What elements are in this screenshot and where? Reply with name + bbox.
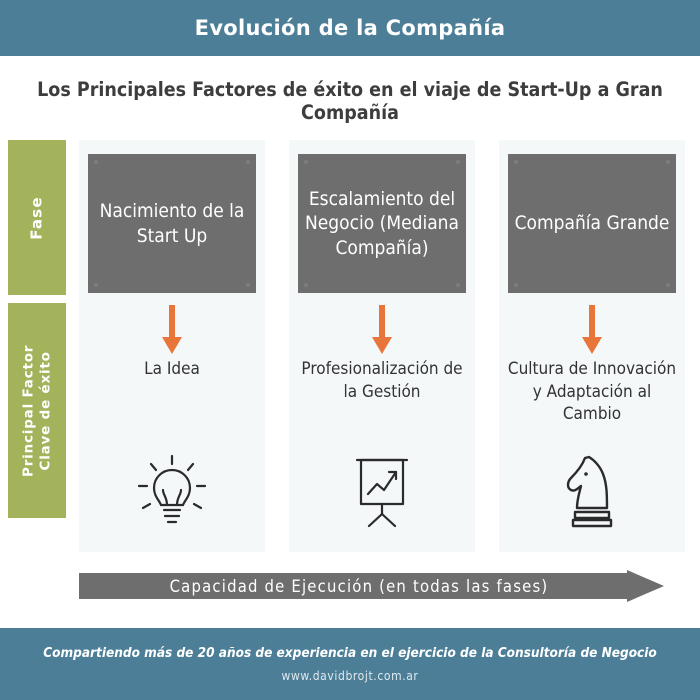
side-label-key-factor-line1: Principal Factor <box>20 344 37 477</box>
footer-url[interactable]: www.davidbrojt.com.ar <box>281 669 419 683</box>
subtitle: Los Principales Factores de éxito en el viaje de Start-Up a Gran Compañía <box>37 78 663 124</box>
corner-dot-icon <box>514 283 518 287</box>
corner-dot-icon <box>666 160 670 164</box>
phase-column <box>289 140 475 552</box>
corner-dot-icon <box>456 283 460 287</box>
factor-label: Cultura de Innovación y Adaptación al Cambio <box>507 359 677 425</box>
corner-dot-icon <box>246 283 250 287</box>
phase-box <box>508 154 676 293</box>
corner-dot-icon <box>94 283 98 287</box>
arrow-down-icon <box>579 305 605 355</box>
capacity-bar-label: Capacidad de Ejecución (en todas las fases) <box>169 576 549 596</box>
phase-box-label: Nacimiento de la Start Up <box>99 200 245 247</box>
arrow-down-icon <box>159 305 185 355</box>
factor-label: Profesionalización de la Gestión <box>301 359 463 402</box>
side-label-phase-text: Fase <box>28 195 46 240</box>
corner-dot-icon <box>304 160 308 164</box>
header-bar <box>0 0 700 56</box>
corner-dot-icon <box>456 160 460 164</box>
phase-box-label: Escalamiento del Negocio (Mediana Compañía) <box>305 188 459 259</box>
page-title: Evolución de la Compañía <box>194 16 506 40</box>
factor-label: La Idea <box>144 359 200 379</box>
footer-bar <box>0 628 700 700</box>
phase-box <box>298 154 466 293</box>
phase-column <box>499 140 685 552</box>
corner-dot-icon <box>304 283 308 287</box>
corner-dot-icon <box>666 283 670 287</box>
footer-text: Compartiendo más de 20 años de experiencia en el ejercicio de la Consultoría de Negocio <box>43 645 657 661</box>
side-label-phase <box>8 140 66 295</box>
presentation-chart-icon <box>289 444 475 534</box>
phase-column <box>79 140 265 552</box>
chess-knight-icon <box>499 444 685 534</box>
arrow-down-icon <box>369 305 395 355</box>
phase-box <box>88 154 256 293</box>
lightbulb-icon <box>79 444 265 534</box>
phase-box-label: Compañía Grande <box>514 212 670 235</box>
side-label-key-factor-line2: Clave de éxito <box>37 350 53 471</box>
corner-dot-icon <box>246 160 250 164</box>
side-label-key-factor-text <box>20 344 54 476</box>
side-label-key-factor <box>8 303 66 518</box>
corner-dot-icon <box>94 160 98 164</box>
corner-dot-icon <box>514 160 518 164</box>
